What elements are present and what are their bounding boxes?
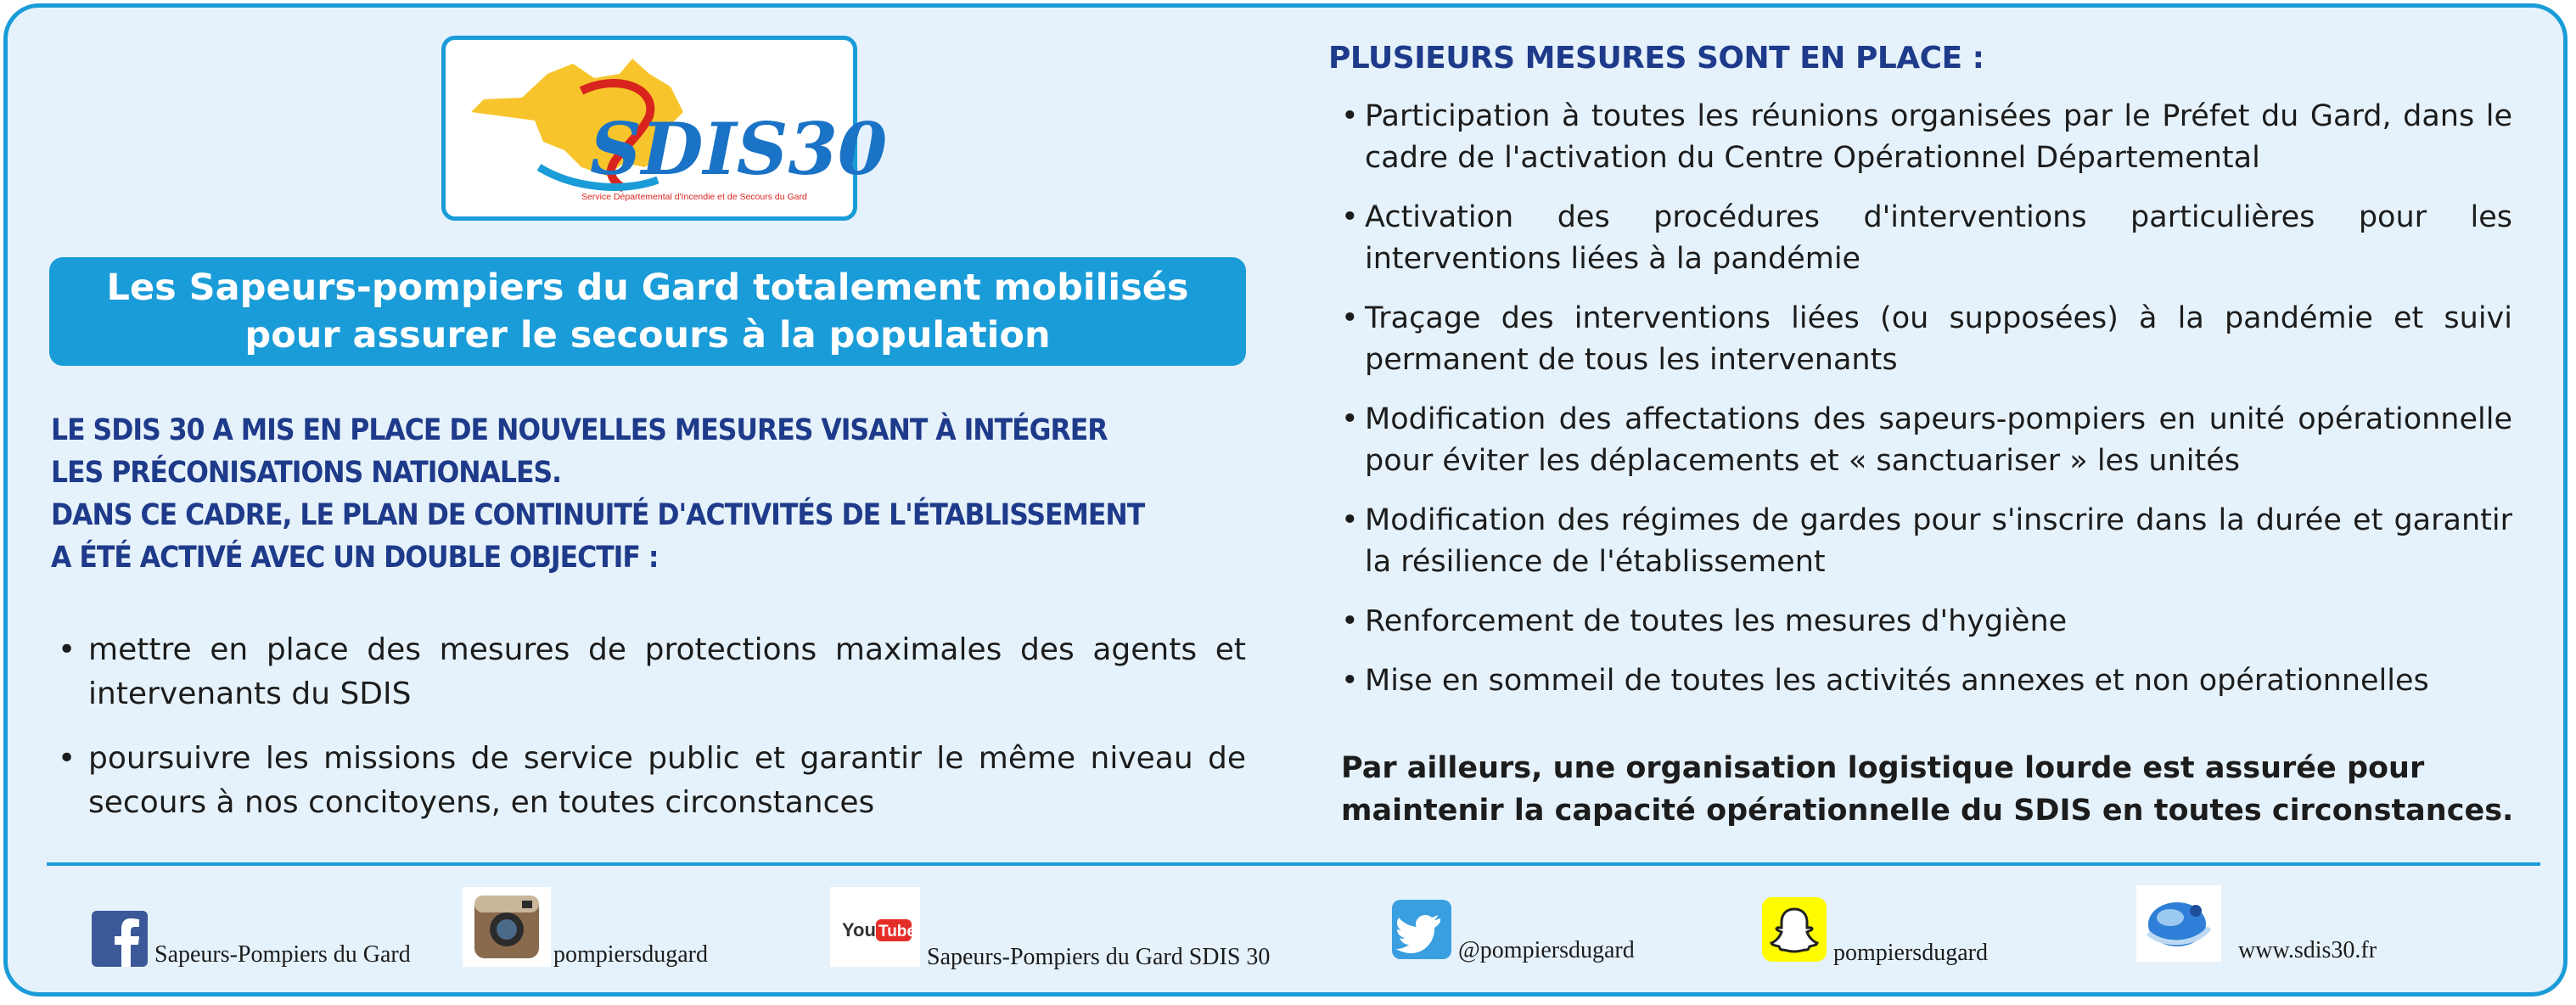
headline-line-2: pour assurer le secours à la population [244, 314, 1051, 357]
globe-icon[interactable] [2136, 885, 2221, 962]
intro-line: LES PRÉCONISATIONS NATIONALES. [51, 456, 562, 490]
list-item: • mettre en place des mesures de protections maximales des agents et intervenants du SDIS [58, 628, 1246, 716]
logo-subtitle: Service Départemental d'Incendie et de Secours du Gard [581, 192, 807, 202]
list-item: • Renforcement de toutes les mesures d'hygiène [1341, 601, 2512, 643]
list-item: • Activation des procédures d'interventions particulières pour les interventions liées à la pandémie [1341, 197, 2512, 280]
bullet-icon: • [1341, 402, 1359, 436]
intro-line: LE SDIS 30 A MIS EN PLACE DE NOUVELLES MESURES VISANT À INTÉGRER [51, 413, 1108, 447]
facebook-link[interactable]: Sapeurs-Pompiers du Gard [154, 941, 411, 968]
bullet-icon: • [1341, 503, 1359, 537]
bullet-icon: • [1341, 664, 1359, 698]
website-link[interactable]: www.sdis30.fr [2238, 937, 2377, 963]
list-item: • poursuivre les missions de service public et garantir le même niveau de secours à nos concitoyens, en toutes circonstances [58, 737, 1246, 825]
footer-divider [47, 862, 2540, 866]
sdis30-logo [441, 36, 888, 221]
list-item: • Modification des régimes de gardes pour s'inscrire dans la durée et garantir la résilience de l'établissement [1341, 500, 2512, 583]
intro-statement [51, 409, 1256, 579]
headline-line-1: Les Sapeurs-pompiers du Gard totalement mobilisés [106, 267, 1189, 309]
logo-wordmark: SDIS30 [590, 107, 888, 191]
list-item: • Modification des affectations des sapeurs-pompiers en unité opérationnelle pour éviter les déplacements et « sanctuariser » les unités [1341, 399, 2512, 482]
bullet-icon: • [58, 741, 76, 776]
logo-graphic [446, 40, 888, 216]
bullet-icon: • [1341, 200, 1359, 234]
objectives-list [58, 628, 1246, 845]
facebook-icon[interactable] [92, 911, 148, 967]
bullet-icon: • [58, 632, 76, 667]
bullet-icon: • [1341, 604, 1359, 638]
measures-list [1341, 96, 2512, 720]
instagram-icon[interactable] [463, 887, 551, 967]
youtube-link[interactable]: Sapeurs-Pompiers du Gard SDIS 30 [927, 944, 1271, 970]
list-item: • Participation à toutes les réunions organisées par le Préfet du Gard, dans le cadre de l'activation du Centre Opérationnel Départemental [1341, 96, 2512, 179]
youtube-tube: Tube [878, 923, 916, 940]
youtube-you: You [842, 919, 876, 940]
bullet-icon: • [1341, 301, 1359, 335]
closing-statement: Par ailleurs, une organisation logistique lourde est assurée pour maintenir la capacité opérationnelle du SDIS en toutes circonstances. [1341, 751, 2514, 828]
snapchat-link[interactable]: pompiersdugard [1833, 940, 1988, 966]
twitter-link[interactable]: @pompiersdugard [1458, 937, 1635, 963]
intro-line: A ÉTÉ ACTIVÉ AVEC UN DOUBLE OBJECTIF : [51, 541, 659, 575]
instagram-link[interactable]: pompiersdugard [553, 941, 708, 968]
twitter-icon[interactable] [1392, 900, 1451, 959]
bullet-icon: • [1341, 99, 1359, 133]
snapchat-icon[interactable] [1762, 897, 1827, 962]
list-item: • Mise en sommeil de toutes les activités annexes et non opérationnelles [1341, 660, 2512, 702]
intro-line: DANS CE CADRE, LE PLAN DE CONTINUITÉ D'ACTIVITÉS DE L'ÉTABLISSEMENT [51, 498, 1145, 532]
headline-banner [49, 257, 1246, 366]
measures-heading: PLUSIEURS MESURES SONT EN PLACE : [1328, 41, 1984, 76]
youtube-icon[interactable] [830, 887, 920, 967]
list-item: • Traçage des interventions liées (ou supposées) à la pandémie et suivi permanent de tous les intervenants [1341, 298, 2512, 381]
